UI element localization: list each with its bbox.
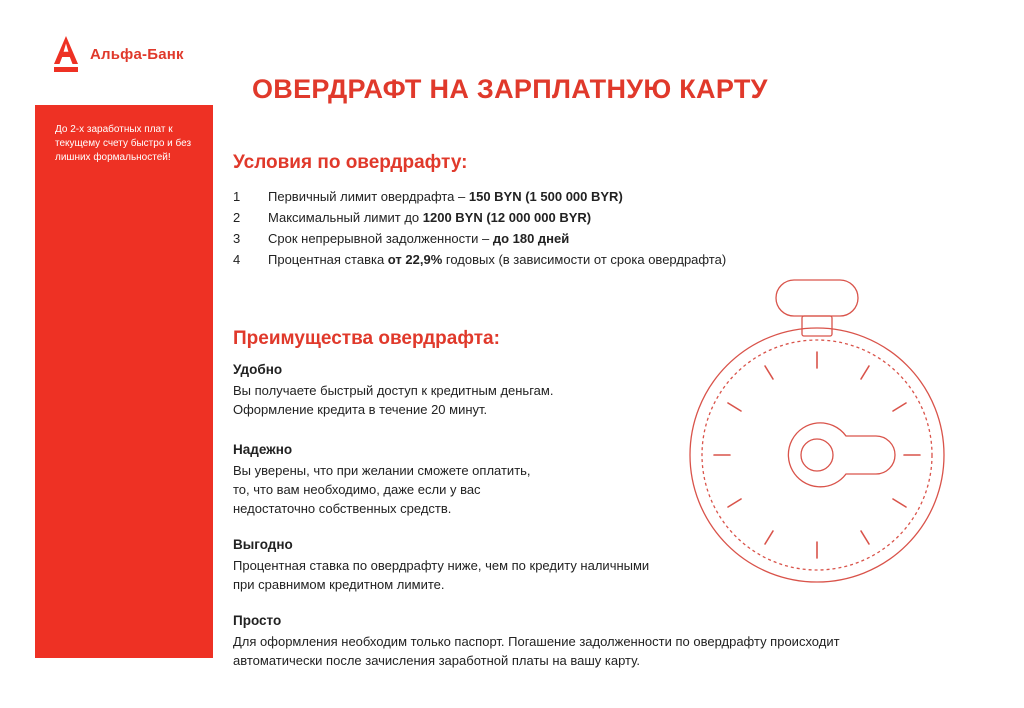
condition-text: Процентная ставка xyxy=(268,252,388,267)
condition-highlight: 1200 BYN (12 000 000 BYR) xyxy=(422,210,592,225)
condition-highlight: 150 BYN (1 500 000 BYR) xyxy=(468,189,623,204)
condition-item xyxy=(233,228,726,249)
condition-number: 1 xyxy=(233,189,241,204)
condition-number: 4 xyxy=(233,252,241,267)
advantage-text: Вы уверены, что при желании сможете оплатить, то, что вам необходимо, даже если у вас недостаточно собственных средств. xyxy=(233,463,531,516)
stopwatch-icon xyxy=(680,272,948,602)
side-panel xyxy=(35,105,213,658)
condition-text: Срок непрерывной задолженности – xyxy=(268,231,493,246)
advantage-text: Для оформления необходим только паспорт. Погашение задолженности по овердрафту происходит автоматически после зачисления заработной платы на вашу карту. xyxy=(233,634,840,668)
condition-highlight: до 180 дней xyxy=(492,231,570,246)
conditions-list xyxy=(233,186,726,270)
condition-suffix: годовых (в зависимости от срока овердрафта) xyxy=(442,252,727,267)
advantage-block xyxy=(233,611,840,670)
advantage-block xyxy=(233,535,649,594)
advantage-block xyxy=(233,440,531,518)
advantage-title: Выгодно xyxy=(233,537,293,552)
side-panel-text: До 2-х заработных плат к текущему счету быстро и без лишних формальностей! xyxy=(55,124,192,163)
brand-name: Альфа-Банк xyxy=(90,45,184,63)
advantage-title: Просто xyxy=(233,613,282,628)
condition-number: 3 xyxy=(233,231,241,246)
advantage-title: Надежно xyxy=(233,442,293,457)
brand-logo xyxy=(52,34,184,74)
advantage-title: Удобно xyxy=(233,362,283,377)
condition-text: Максимальный лимит до xyxy=(268,210,423,225)
alfa-logo-icon xyxy=(52,34,80,74)
advantage-block xyxy=(233,360,553,419)
condition-item xyxy=(233,249,726,270)
advantage-text: Вы получаете быстрый доступ к кредитным деньгам. Оформление кредита в течение 20 минут. xyxy=(233,383,554,417)
condition-item xyxy=(233,186,726,207)
condition-text: Первичный лимит овердрафта – xyxy=(268,189,469,204)
advantage-text: Процентная ставка по овердрафту ниже, чем по кредиту наличными при сравнимом кредитном лимите. xyxy=(233,558,650,592)
advantages-heading: Преимущества овердрафта: xyxy=(233,328,500,349)
page-title: ОВЕРДРАФТ НА ЗАРПЛАТНУЮ КАРТУ xyxy=(252,74,768,104)
condition-item xyxy=(233,207,726,228)
condition-highlight: от 22,9% xyxy=(387,252,443,267)
condition-number: 2 xyxy=(233,210,241,225)
conditions-heading: Условия по овердрафту: xyxy=(233,152,468,173)
